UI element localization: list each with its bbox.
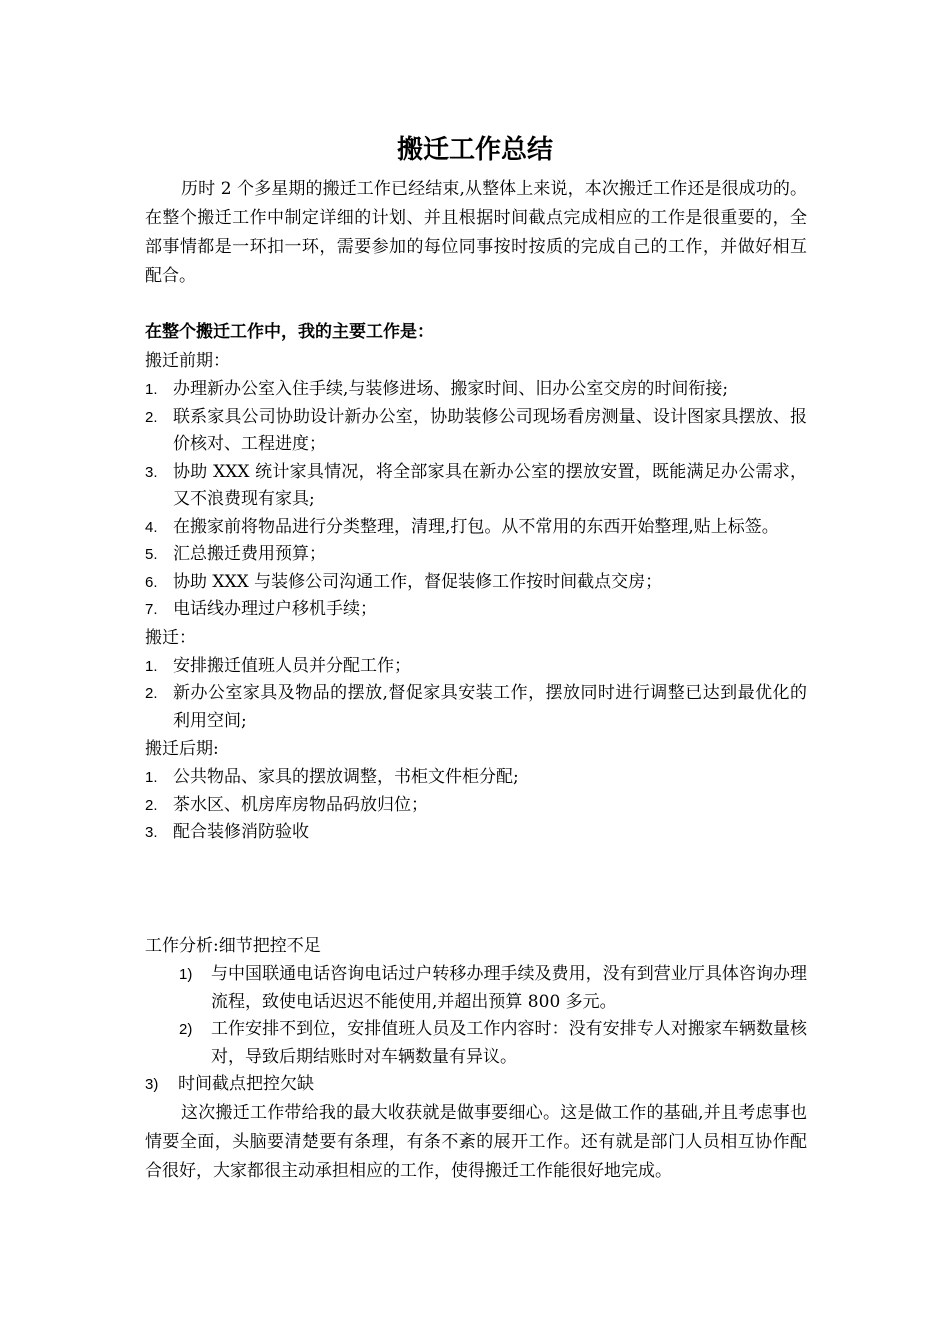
- phase1-heading: 搬迁前期：: [145, 351, 230, 371]
- phase3-heading: 搬迁后期:: [145, 739, 219, 759]
- analysis-item-3: 3) 时间截点把控欠缺: [145, 1074, 314, 1094]
- main-heading: 在整个搬迁工作中，我的主要工作是：: [145, 322, 434, 342]
- conclusion-paragraph: 这次搬迁工作带给我的最大收获就是做事要细心。这是做工作的基础,并且考虑事也情要全面，头脑要清楚要有条理，有条不紊的展开工作。还有就是部门人员相互协作配合很好，大家都很主动承担相应的工作，使得搬迁工作能很好地完成。: [145, 1102, 807, 1181]
- analysis-list: [145, 961, 807, 1071]
- list-item: 3. 配合装修消防验收: [145, 822, 309, 842]
- list-item: 1) 与中国联通电话咨询电话过户转移办理手续及费用，没有到营业厅具体咨询办理流程，致使电话迟迟不能使用,并超出预算 800 多元。: [179, 964, 807, 1012]
- list-item: 3. 协助 XXX 统计家具情况，将全部家具在新办公室的摆放安置，既能满足办公需求，又不浪费现有家具;: [145, 461, 807, 509]
- phase2-heading: 搬迁：: [145, 627, 196, 648]
- list-item: 6. 协助 XXX 与装修公司沟通工作，督促装修工作按时间截点交房；: [145, 571, 663, 592]
- list-item: 2. 新办公室家具及物品的摆放,督促家具安装工作，摆放同时进行调整已达到最优化的利用空间;: [145, 683, 807, 731]
- list-item: 2. 茶水区、机房库房物品码放归位；: [145, 794, 428, 815]
- list-item: 2) 工作安排不到位，安排值班人员及工作内容时：没有安排专人对搬家车辆数量核对，导致后期结账时对车辆数量有异议。: [179, 1019, 807, 1067]
- intro-paragraph-block: [145, 175, 807, 291]
- list-item: 1. 公共物品、家具的摆放调整，书柜文件柜分配;: [145, 767, 519, 787]
- list-item: 5. 汇总搬迁费用预算；: [145, 544, 326, 564]
- analysis-heading: 工作分析:细节把控不足: [145, 936, 321, 956]
- list-item: 4. 在搬家前将物品进行分类整理，清理,打包。从不常用的东西开始整理,贴上标签。: [145, 516, 779, 537]
- intro-paragraph: 历时 2 个多星期的搬迁工作已经结束,从整体上来说，本次搬迁工作还是很成功的。在整个搬迁工作中制定详细的计划、并且根据时间截点完成相应的工作是很重要的，全部事情都是一环扣一环，需要参加的每位同事按时按质的完成自己的工作，并做好相互配合。: [145, 179, 807, 286]
- list-item: 1. 办理新办公室入住手续,与装修进场、搬家时间、旧办公室交房的时间衔接;: [145, 379, 729, 399]
- document-title: 搬迁工作总结: [396, 135, 553, 165]
- list-item: 2. 联系家具公司协助设计新办公室，协助装修公司现场看房测量、设计图家具摆放、报价核对、工程进度；: [145, 406, 807, 454]
- analysis-section: [145, 932, 807, 1186]
- list-item: 1. 安排搬迁值班人员并分配工作；: [145, 655, 411, 676]
- list-item: 7. 电话线办理过户移机手续；: [145, 599, 377, 619]
- phase1-list: [145, 376, 807, 624]
- phase3-list: [145, 764, 807, 847]
- phase2-list: [145, 653, 807, 736]
- work-section: [145, 318, 807, 847]
